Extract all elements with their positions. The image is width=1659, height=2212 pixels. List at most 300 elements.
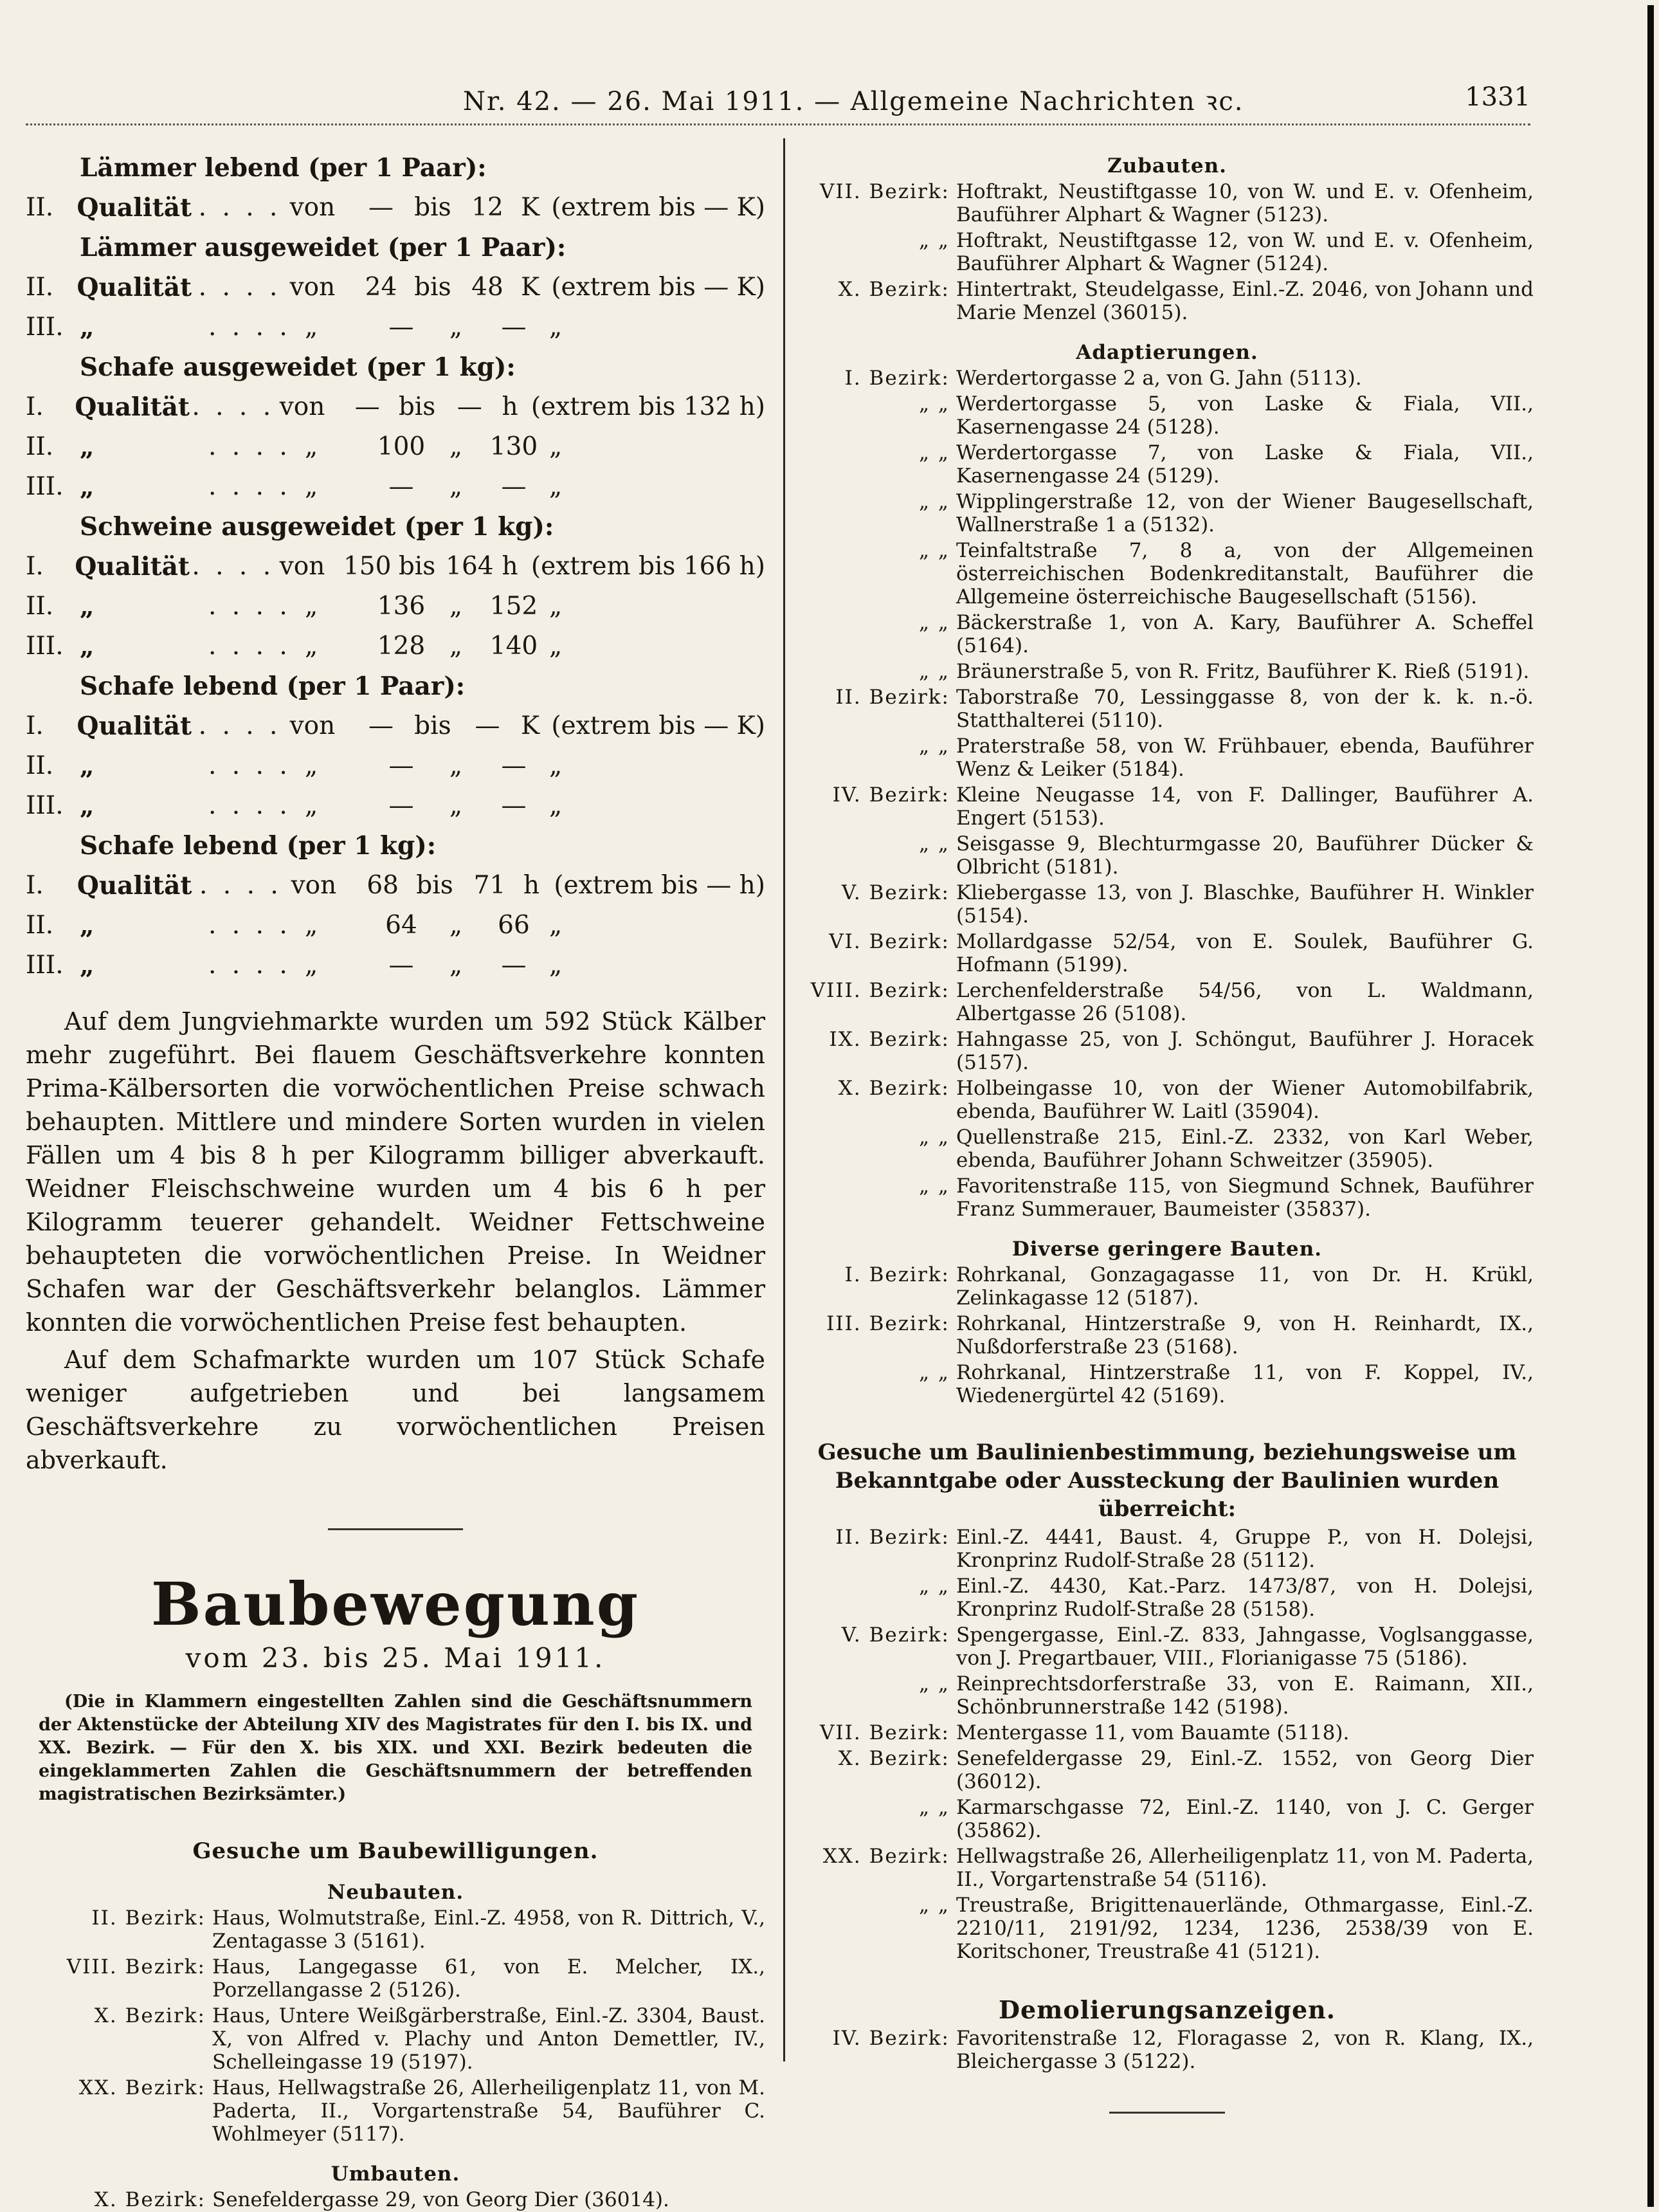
- market-cell-ext: (extrem bis 166 h): [530, 552, 766, 581]
- list-item: [801, 660, 1534, 683]
- district-label: „ „: [919, 490, 950, 513]
- list-item: [801, 979, 1534, 1025]
- market-cell-lbl: „: [80, 911, 95, 940]
- market-cell-von: „: [305, 313, 318, 342]
- market-cell-unit: K: [521, 711, 540, 740]
- market-cell-bis: „: [449, 911, 463, 940]
- entry-text: Hellwagstraße 26, Allerheiligenplatz 11, von M. Paderta, II., Vorgartenstraße 54 (5116).: [956, 1845, 1534, 1891]
- market-cell-ext: (extrem bis 132 h): [530, 392, 766, 421]
- market-cell-bis: „: [449, 791, 463, 820]
- list-item: [801, 1126, 1534, 1172]
- diverse-list: [801, 1263, 1534, 1407]
- district-label: V. Bezirk:: [841, 881, 950, 904]
- list-item: [801, 1575, 1534, 1621]
- district-label: „ „: [919, 392, 950, 416]
- market-cell-von: „: [305, 791, 318, 820]
- entry-text: Haus, Langegasse 61, von E. Melcher, IX., Porzellangasse 2 (5126).: [212, 1955, 765, 2002]
- baulinien-heading: Gesuche um Baulinienbestimmung, beziehungsweise um Bekanntgabe oder Aussteckung der Baulinien wurden überreicht:: [817, 1440, 1517, 1522]
- market-cell-bis: „: [449, 632, 463, 661]
- entry-text: Lerchenfelderstraße 54/56, von L. Waldmann, Albertgasse 26 (5108).: [956, 979, 1534, 1025]
- market-cell-lbl: „: [80, 632, 95, 661]
- market-cell-v2: 140: [489, 632, 538, 661]
- entry-text: Rohrkanal, Gonzagagasse 11, von Dr. H. Krükl, Zelinkagasse 12 (5187).: [956, 1263, 1534, 1310]
- entry-text: Hoftrakt, Neustiftgasse 10, von W. und E. v. Ofenheim, Bauführer Alphart & Wagner (5123).: [956, 180, 1534, 226]
- entry-text: Holbeingasse 10, von der Wiener Automobilfabrik, ebenda, Bauführer W. Laitl (35904).: [956, 1077, 1534, 1123]
- district-label: IV. Bezirk:: [832, 2027, 950, 2050]
- market-cell-dots: . . . .: [208, 313, 291, 342]
- demolierung-list: [801, 2027, 1534, 2073]
- baubewegung-date: vom 23. bis 25. Mai 1911.: [185, 1642, 606, 1674]
- market-row: [26, 387, 765, 427]
- right-column: [801, 154, 1534, 2114]
- market-cell-v1: —: [388, 313, 414, 342]
- market-cell-q: III.: [26, 313, 64, 342]
- section-rule: [328, 1528, 463, 1530]
- market-cell-ext: [581, 786, 765, 826]
- market-cell-von: „: [305, 751, 318, 780]
- header-title: Nr. 42. — 26. Mai 1911. — Allgemeine Nachrichten ꝛc.: [463, 87, 1244, 116]
- market-cell-v2: 12: [471, 193, 503, 222]
- market-cell-von: von: [291, 871, 337, 900]
- market-cell-v2: —: [475, 711, 500, 740]
- market-cell-von: „: [305, 911, 318, 940]
- entry-text: Favoritenstraße 115, von Siegmund Schnek, Bauführer Franz Summerauer, Baumeister (35837).: [956, 1175, 1534, 1221]
- list-item: [801, 881, 1534, 928]
- market-cell-v2: —: [501, 951, 527, 980]
- market-cell-q: II.: [26, 193, 54, 222]
- baulinien-list: [801, 1526, 1534, 1963]
- paragraph-jungvieh: Auf dem Jungviehmarkte wurden um 592 Stück Kälber mehr zugeführt. Bei flauem Geschäftsverkehre konnten Prima-Kälbersorten die vorwöchentlichen Preise schwach behaupten. Mittlere und mindere Sorten wurden in vielen Fällen um 4 bis 8 h per Kilogramm billiger abverkauft. Weidner Fleischschweine wurden um 4 bis 6 h per Kilogramm teuerer gehandelt. Weidner Fettschweine behaupteten die vorwöchentlichen Preise. In Weidner Schafen war der Geschäftsverkehr belanglos. Lämmer konnten die vorwöchentlichen Preise fest behaupten.: [26, 1007, 765, 1337]
- district-label: VII. Bezirk:: [819, 1721, 950, 1744]
- market-cell-dots: . . . .: [208, 751, 291, 780]
- list-item: [801, 180, 1534, 226]
- market-cell-lbl: Qualität: [75, 392, 190, 422]
- district-label: X. Bezirk:: [94, 2004, 206, 2027]
- market-cell-dots: . . . .: [192, 552, 275, 581]
- market-cell-v2: —: [501, 791, 527, 820]
- district-label: VIII. Bezirk:: [810, 979, 950, 1002]
- market-cell-bis: „: [449, 313, 463, 342]
- market-cell-v2: 164: [446, 552, 494, 581]
- market-cell-bis: „: [449, 432, 463, 461]
- entry-text: Teinfaltstraße 7, 8 a, von der Allgemeinen österreichischen Bodenkreditanstalt, Bauführer die Allgemeine österreichische Baugesellschaft (5156).: [956, 539, 1534, 608]
- market-cell-dots: . . . .: [198, 711, 282, 740]
- market-cell-q: I.: [26, 871, 44, 900]
- district-label: „ „: [919, 229, 950, 252]
- market-cell-v2: —: [501, 751, 527, 780]
- market-row: [26, 268, 765, 307]
- market-row: [26, 906, 765, 946]
- market-cell-bis: „: [449, 472, 463, 501]
- market-cell-v2: 152: [489, 592, 538, 621]
- district-label: „ „: [919, 1575, 950, 1598]
- market-row: [26, 786, 765, 826]
- list-item: [26, 2004, 765, 2074]
- market-cell-unit: „: [549, 951, 563, 980]
- market-cell-ext: [581, 946, 765, 985]
- market-cell-lbl: „: [80, 951, 95, 980]
- market-cell-v1: 64: [385, 911, 417, 940]
- market-cell-ext: (extrem bis — h): [554, 871, 765, 900]
- list-item: [26, 2188, 765, 2211]
- district-label: IX. Bezirk:: [829, 1028, 950, 1051]
- market-cell-ext: [581, 587, 765, 626]
- page-header: [26, 78, 1530, 125]
- entry-text: Bräunerstraße 5, von R. Fritz, Bauführer K. Rieß (5191).: [956, 660, 1530, 683]
- market-cell-ext: (extrem bis — K): [551, 711, 765, 740]
- list-item: [801, 611, 1534, 657]
- district-label: X. Bezirk:: [94, 2188, 206, 2211]
- market-cell-unit: h: [502, 392, 518, 421]
- market-cell-v2: 66: [498, 911, 530, 940]
- entry-text: Reinprechtsdorferstraße 33, von E. Raimann, XII., Schönbrunnerstraße 142 (5198).: [956, 1672, 1534, 1719]
- market-cell-lbl: Qualität: [75, 552, 190, 581]
- list-item: [801, 1028, 1534, 1074]
- umbauten-list: [26, 2188, 765, 2211]
- adaptierungen-list: [801, 367, 1534, 1221]
- district-label: „ „: [919, 832, 950, 855]
- scan-edge: [1647, 5, 1654, 2207]
- market-cell-dots: . . . .: [208, 432, 291, 461]
- list-item: [26, 1955, 765, 2002]
- district-label: XX. Bezirk:: [822, 1845, 950, 1868]
- list-item: [801, 490, 1534, 536]
- market-row: [26, 587, 765, 626]
- market-cell-dots: . . . .: [208, 791, 291, 820]
- market-cell-q: III.: [26, 951, 64, 980]
- market-cell-bis: bis: [398, 392, 436, 421]
- market-row: [26, 866, 765, 906]
- market-cell-bis: bis: [414, 193, 451, 222]
- district-label: II. Bezirk:: [91, 1906, 206, 1930]
- list-item: [801, 686, 1534, 732]
- list-item: [801, 278, 1534, 324]
- market-cell-dots: . . . .: [208, 632, 291, 661]
- market-cell-lbl: „: [80, 472, 95, 502]
- market-cell-q: II.: [26, 751, 54, 780]
- market-heading: Lämmer ausgeweidet (per 1 Paar):: [80, 233, 567, 262]
- district-label: II. Bezirk:: [835, 1526, 950, 1549]
- market-cell-v1: —: [354, 392, 380, 421]
- market-cell-lbl: Qualität: [77, 711, 192, 741]
- list-item: [801, 367, 1534, 390]
- market-cell-q: I.: [26, 552, 44, 581]
- market-cell-q: II.: [26, 911, 54, 940]
- market-cell-von: „: [305, 472, 318, 501]
- market-cell-dots: . . . .: [199, 871, 282, 900]
- market-cell-dots: . . . .: [208, 911, 291, 940]
- market-cell-v2: 48: [471, 273, 503, 302]
- entry-text: Praterstraße 58, von W. Frühbauer, ebenda, Bauführer Wenz & Leiker (5184).: [956, 735, 1534, 781]
- market-row: [26, 467, 765, 507]
- entry-text: Rohrkanal, Hintzerstraße 9, von H. Reinhardt, IX., Nußdorferstraße 23 (5168).: [956, 1312, 1534, 1358]
- page-number: 1331: [1465, 82, 1530, 112]
- district-label: „ „: [919, 1796, 950, 1819]
- market-cell-unit: „: [549, 313, 563, 342]
- list-item: [801, 1312, 1534, 1358]
- district-label: IV. Bezirk:: [832, 783, 950, 807]
- market-row: [26, 746, 765, 786]
- list-item: [26, 1906, 765, 1953]
- entry-text: Werdertorgasse 7, von Laske & Fiala, VII., Kasernengasse 24 (5129).: [956, 441, 1534, 488]
- market-cell-v1: —: [368, 711, 394, 740]
- list-item: [801, 1796, 1534, 1842]
- market-cell-dots: . . . .: [208, 472, 291, 501]
- market-cell-unit: „: [549, 472, 563, 501]
- district-label: X. Bezirk:: [838, 1077, 950, 1100]
- market-cell-bis: bis: [398, 552, 436, 581]
- market-cell-bis: bis: [416, 871, 453, 900]
- list-item: [801, 1623, 1534, 1670]
- list-item: [801, 441, 1534, 488]
- entry-text: Mollardgasse 52/54, von E. Soulek, Bauführer G. Hofmann (5199).: [956, 930, 1534, 976]
- market-cell-dots: . . . .: [208, 951, 291, 980]
- entry-text: Hahngasse 25, von J. Schöngut, Bauführer J. Horacek (5157).: [956, 1028, 1534, 1074]
- market-cell-lbl: „: [80, 432, 95, 462]
- entry-text: Haus, Untere Weißgärberstraße, Einl.-Z. 3304, Baust. X, von Alfred v. Plachy und Anton Demettler, IV., Schelleingasse 19 (5197).: [212, 2004, 765, 2074]
- list-item: [801, 2027, 1534, 2073]
- market-cell-unit: K: [521, 193, 540, 222]
- market-cell-q: III.: [26, 791, 64, 820]
- market-heading: Schweine ausgeweidet (per 1 kg):: [80, 512, 554, 542]
- list-item: [801, 735, 1534, 781]
- market-cell-v1: —: [388, 472, 414, 501]
- market-cell-unit: „: [549, 751, 563, 780]
- list-item: [801, 930, 1534, 976]
- entry-text: Bäckerstraße 1, von A. Kary, Bauführer A. Scheffel (5164).: [956, 611, 1534, 657]
- district-label: XX. Bezirk:: [78, 2076, 206, 2099]
- market-cell-q: I.: [26, 711, 44, 740]
- market-row: [26, 188, 765, 228]
- market-cell-unit: „: [549, 791, 563, 820]
- market-cell-bis: „: [449, 592, 463, 621]
- list-item: [801, 1845, 1534, 1891]
- district-label: „ „: [919, 539, 950, 562]
- entry-text: Werdertorgasse 2 a, von G. Jahn (5113).: [956, 367, 1362, 390]
- market-cell-q: II.: [26, 432, 54, 461]
- baubewegung-note: (Die in Klammern eingestellten Zahlen sind die Geschäftsnummern der Aktenstücke der Abteilung XIV des Magistrates für den I. bis IX. und XX. Bezirk. — Für den X. bis XIX. und XXI. Bezirk bedeuten die eingeklammerten Zahlen die Geschäftsnummern der betreffenden magistratischen Bezirksämter.): [39, 1692, 752, 1804]
- list-item: [801, 539, 1534, 608]
- entry-text: Einl.-Z. 4430, Kat.-Parz. 1473/87, von H. Dolejsi, Kronprinz Rudolf-Straße 28 (5158).: [956, 1575, 1534, 1621]
- market-cell-lbl: „: [80, 751, 95, 781]
- market-heading: Schafe lebend (per 1 Paar):: [80, 672, 466, 701]
- market-heading: Schafe ausgeweidet (per 1 kg):: [80, 352, 516, 382]
- market-cell-von: von: [279, 392, 325, 421]
- market-cell-unit: „: [549, 592, 563, 621]
- market-cell-von: „: [305, 592, 318, 621]
- district-label: „ „: [919, 441, 950, 464]
- list-item: [801, 1263, 1534, 1310]
- list-item: [801, 392, 1534, 439]
- district-label: X. Bezirk:: [838, 278, 950, 301]
- district-label: „ „: [919, 1672, 950, 1696]
- market-cell-lbl: „: [80, 592, 95, 621]
- list-item: [801, 1721, 1534, 1744]
- zubauten-heading: Zubauten.: [1107, 154, 1227, 178]
- entry-text: Kleine Neugasse 14, von F. Dallinger, Bauführer A. Engert (5153).: [956, 783, 1534, 830]
- market-cell-v2: —: [457, 392, 482, 421]
- market-prices: [26, 148, 765, 985]
- market-cell-von: „: [305, 632, 318, 661]
- entry-text: Treustraße, Brigittenauerlände, Othmargasse, Einl.-Z. 2210/11, 2191/92, 1234, 1236, 2538/39 von E. Koritschoner, Treustraße 41 (5121).: [956, 1894, 1534, 1963]
- diverse-heading: Diverse geringere Bauten.: [1011, 1238, 1323, 1261]
- entry-text: Senefeldergasse 29, von Georg Dier (36014).: [212, 2188, 669, 2211]
- market-cell-ext: (extrem bis — K): [551, 273, 765, 302]
- market-cell-v1: 136: [377, 592, 426, 621]
- entry-text: Senefeldergasse 29, Einl.-Z. 1552, von Georg Dier (36012).: [956, 1747, 1534, 1793]
- entry-text: Einl.-Z. 4441, Baust. 4, Gruppe P., von H. Dolejsi, Kronprinz Rudolf-Straße 28 (5112).: [956, 1526, 1534, 1572]
- market-cell-v2: —: [501, 313, 527, 342]
- list-item: [801, 1747, 1534, 1793]
- list-item: [801, 783, 1534, 830]
- market-cell-v2: 71: [473, 871, 506, 900]
- district-label: V. Bezirk:: [841, 1623, 950, 1647]
- market-cell-von: von: [289, 711, 336, 740]
- entry-text: Werdertorgasse 5, von Laske & Fiala, VII., Kasernengasse 24 (5128).: [956, 392, 1534, 439]
- market-row: [26, 307, 765, 347]
- market-cell-v1: 24: [365, 273, 397, 302]
- district-label: „ „: [919, 1175, 950, 1198]
- market-cell-v1: 100: [377, 432, 426, 461]
- market-cell-v1: —: [368, 193, 394, 222]
- zubauten-list: [801, 180, 1534, 324]
- market-cell-lbl: „: [80, 791, 95, 821]
- market-cell-lbl: Qualität: [77, 273, 192, 302]
- market-cell-v2: 130: [489, 432, 538, 461]
- market-cell-v1: 128: [377, 632, 426, 661]
- market-cell-bis: „: [449, 951, 463, 980]
- market-row: [26, 946, 765, 985]
- market-cell-von: von: [289, 273, 336, 302]
- market-cell-unit: h: [502, 552, 518, 581]
- column-divider: [783, 138, 785, 2061]
- umbauten-heading: Umbauten.: [331, 2162, 460, 2186]
- entry-text: Mentergasse 11, vom Bauamte (5118).: [956, 1721, 1350, 1744]
- market-cell-v1: —: [388, 951, 414, 980]
- market-heading: Schafe lebend (per 1 kg):: [80, 831, 437, 861]
- baubewegung-title: Baubewegung: [150, 1569, 640, 1639]
- market-cell-bis: „: [449, 751, 463, 780]
- market-cell-unit: „: [549, 632, 563, 661]
- district-label: X. Bezirk:: [838, 1747, 950, 1770]
- entry-text: Wipplingerstraße 12, von der Wiener Baugesellschaft, Wallnerstraße 1 a (5132).: [956, 490, 1534, 536]
- district-label: VI. Bezirk:: [829, 930, 950, 953]
- market-cell-unit: K: [521, 273, 540, 302]
- district-label: „ „: [919, 1361, 950, 1384]
- district-label: „ „: [919, 735, 950, 758]
- market-cell-q: II.: [26, 592, 54, 621]
- market-cell-lbl: „: [80, 313, 95, 342]
- market-cell-unit: „: [549, 432, 563, 461]
- district-label: „ „: [919, 1126, 950, 1149]
- market-cell-bis: bis: [414, 711, 451, 740]
- market-cell-unit: „: [549, 911, 563, 940]
- market-row: [26, 706, 765, 746]
- market-cell-ext: [581, 307, 765, 347]
- market-cell-q: III.: [26, 632, 64, 661]
- market-cell-von: von: [289, 193, 336, 222]
- market-cell-ext: (extrem bis — K): [551, 193, 765, 222]
- district-label: II. Bezirk:: [835, 686, 950, 709]
- adaptierungen-heading: Adaptierungen.: [1076, 341, 1258, 364]
- market-cell-q: I.: [26, 392, 44, 421]
- market-cell-ext: [581, 906, 765, 946]
- entry-text: Kliebergasse 13, von J. Blaschke, Bauführer H. Winkler (5154).: [956, 881, 1534, 928]
- market-heading: Lämmer lebend (per 1 Paar):: [80, 153, 487, 183]
- market-cell-ext: [581, 467, 765, 507]
- entry-text: Hintertrakt, Steudelgasse, Einl.-Z. 2046, von Johann und Marie Menzel (36015).: [956, 278, 1534, 324]
- market-cell-q: III.: [26, 472, 64, 501]
- list-item: [801, 1175, 1534, 1221]
- neubauten-heading: Neubauten.: [327, 1881, 464, 1904]
- entry-text: Quellenstraße 215, Einl.-Z. 2332, von Karl Weber, ebenda, Bauführer Johann Schweitzer (35905).: [956, 1126, 1534, 1172]
- district-label: VII. Bezirk:: [819, 180, 950, 203]
- market-cell-ext: [581, 746, 765, 786]
- market-cell-von: von: [279, 552, 325, 581]
- market-row: [26, 427, 765, 467]
- list-item: [801, 1526, 1534, 1572]
- entry-text: Haus, Wolmutstraße, Einl.-Z. 4958, von R. Dittrich, V., Zentagasse 3 (5161).: [212, 1906, 765, 1953]
- market-cell-dots: . . . .: [198, 273, 282, 302]
- market-row: [26, 626, 765, 666]
- demolierung-heading: Demolierungsanzeigen.: [998, 1995, 1336, 2024]
- district-label: I. Bezirk:: [844, 367, 950, 390]
- market-cell-ext: [581, 626, 765, 666]
- district-label: „ „: [919, 660, 950, 683]
- entry-text: Hoftrakt, Neustiftgasse 12, von W. und E. v. Ofenheim, Bauführer Alphart & Wagner (5124).: [956, 229, 1534, 275]
- market-cell-bis: bis: [414, 273, 451, 302]
- market-cell-ext: [581, 427, 765, 467]
- entry-text: Rohrkanal, Hintzerstraße 11, von F. Koppel, IV., Wiedenergürtel 42 (5169).: [956, 1361, 1534, 1407]
- district-label: VIII. Bezirk:: [66, 1955, 206, 1979]
- end-rule: [1109, 2112, 1225, 2114]
- market-cell-q: II.: [26, 273, 54, 302]
- market-cell-v1: 68: [367, 871, 399, 900]
- list-item: [801, 1672, 1534, 1719]
- market-cell-von: „: [305, 432, 318, 461]
- entry-text: Karmarschgasse 72, Einl.-Z. 1140, von J. C. Gerger (35862).: [956, 1796, 1534, 1842]
- entry-text: Spengergasse, Einl.-Z. 833, Jahngasse, Voglsanggasse, von J. Pregartbauer, VIII., Florianigasse 75 (5186).: [956, 1623, 1534, 1670]
- list-item: [26, 2076, 765, 2146]
- list-item: [801, 1077, 1534, 1123]
- list-item: [801, 1894, 1534, 1963]
- market-cell-v2: —: [501, 472, 527, 501]
- entry-text: Taborstraße 70, Lessinggasse 8, von der k. k. n.-ö. Statthalterei (5110).: [956, 686, 1534, 732]
- market-cell-v1: —: [388, 791, 414, 820]
- entry-text: Favoritenstraße 12, Floragasse 2, von R. Klang, IX., Bleichergasse 3 (5122).: [956, 2027, 1534, 2073]
- market-cell-v1: 150: [343, 552, 392, 581]
- market-cell-v1: —: [388, 751, 414, 780]
- section-baubewilligungen: Gesuche um Baubewilligungen.: [192, 1838, 599, 1864]
- market-row: [26, 547, 765, 587]
- district-label: III. Bezirk:: [826, 1312, 950, 1335]
- market-cell-von: „: [305, 951, 318, 980]
- left-column: [26, 148, 765, 2211]
- list-item: [801, 1361, 1534, 1407]
- entry-text: Haus, Hellwagstraße 26, Allerheiligenplatz 11, von M. Paderta, II., Vorgartenstraße 54, Bauführer C. Wohlmeyer (5117).: [212, 2076, 765, 2146]
- list-item: [801, 832, 1534, 879]
- paragraph-schafmarkt: Auf dem Schafmarkte wurden um 107 Stück Schafe weniger aufgetrieben und bei langsamem Geschäftsverkehre zu vorwöchentlichen Preisen abverkauft.: [26, 1346, 765, 1474]
- district-label: I. Bezirk:: [844, 1263, 950, 1286]
- list-item: [801, 229, 1534, 275]
- market-cell-dots: . . . .: [192, 392, 275, 421]
- market-cell-dots: . . . .: [208, 592, 291, 621]
- market-cell-lbl: Qualität: [77, 193, 192, 223]
- neubauten-list: [26, 1906, 765, 2146]
- market-cell-unit: h: [523, 871, 539, 900]
- entry-text: Seisgasse 9, Blechturmgasse 20, Bauführer Dücker & Olbricht (5181).: [956, 832, 1534, 879]
- district-label: „ „: [919, 1894, 950, 1917]
